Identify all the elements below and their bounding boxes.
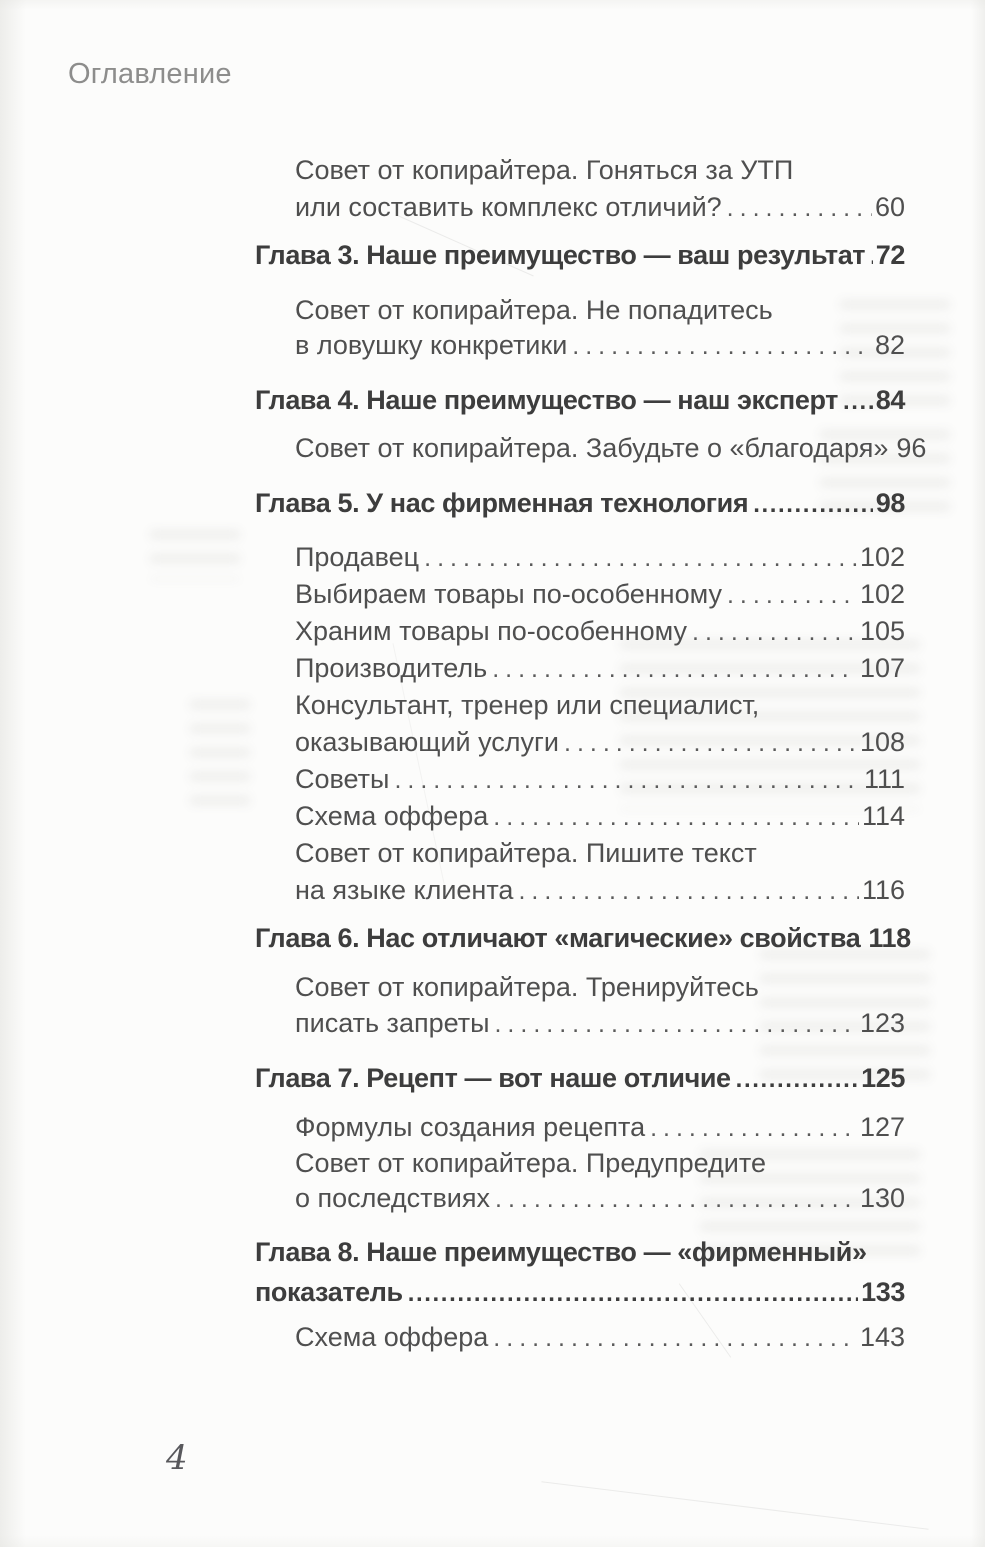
- bleed-through-artifact: [190, 700, 250, 820]
- toc-chapter-entry: [255, 1237, 905, 1268]
- toc-page-number: 60: [874, 192, 905, 222]
- toc-page-number: 102: [859, 579, 905, 609]
- toc-entry: [255, 1322, 905, 1353]
- toc-page-number: 116: [861, 875, 905, 905]
- toc-entry: [255, 653, 905, 684]
- toc-entry: [255, 838, 905, 869]
- toc-page-number: 127: [859, 1112, 905, 1142]
- toc-entry: [255, 542, 905, 573]
- toc-entry-text: Глава 6. Нас отличают «магические» свойства: [255, 923, 861, 953]
- toc-entry-text: на языке клиента: [295, 875, 514, 905]
- toc-page-number: 107: [859, 653, 905, 683]
- dot-leader: [493, 803, 859, 832]
- dot-leader: [843, 388, 873, 416]
- toc-page-number: 111: [863, 764, 905, 794]
- toc-page-number: 102: [859, 542, 905, 572]
- toc-entry-text: показатель: [255, 1277, 403, 1307]
- toc-entry-text: Глава 8. Наше преимущество — «фирменный»: [255, 1237, 867, 1267]
- toc-entry-text: Схема оффера: [295, 1322, 489, 1352]
- toc-entry: [255, 1148, 905, 1179]
- dot-leader: [650, 1114, 857, 1143]
- toc-entry: [255, 295, 905, 326]
- toc-entry-text: Схема оффера: [295, 801, 489, 831]
- toc-entry-text: Совет от копирайтера. Забудьте о «благодаря»: [295, 433, 889, 463]
- toc-entry: [255, 192, 905, 223]
- toc-page-number: 133: [861, 1277, 905, 1307]
- toc-entry-text: Выбираем товары по-особенному: [295, 579, 722, 609]
- dot-leader: [727, 581, 857, 610]
- toc-entry-text: Производитель: [295, 653, 488, 683]
- toc-entry: [255, 764, 905, 795]
- toc-entry: [255, 690, 905, 721]
- toc-entry-text: Глава 4. Наше преимущество — наш эксперт: [255, 385, 839, 415]
- toc-chapter-entry: [255, 1277, 905, 1308]
- toc-entry: [255, 1183, 905, 1214]
- toc-entry-text: Совет от копирайтера. Не попадитесь: [295, 295, 773, 325]
- toc-entry-text: Совет от копирайтера. Гоняться за УТП: [295, 155, 794, 185]
- toc-entry-text: Совет от копирайтера. Тренируйтесь: [295, 972, 759, 1002]
- toc-page-number: 96: [896, 433, 927, 463]
- dot-leader: [518, 877, 859, 906]
- dot-leader: [753, 491, 873, 519]
- crease-line: [541, 1481, 928, 1530]
- toc-chapter-entry: [255, 385, 905, 416]
- folio-page-number: 4: [166, 1438, 188, 1478]
- toc-page-number: 84: [875, 385, 905, 415]
- toc-entry: [255, 1112, 905, 1143]
- dot-leader: [736, 1066, 858, 1094]
- toc-entry: [255, 1008, 905, 1039]
- toc-page-number: 130: [859, 1183, 905, 1213]
- page-title: Оглавление: [68, 58, 232, 90]
- dot-leader: [494, 1010, 856, 1039]
- toc-entry: [255, 616, 905, 647]
- toc-entry-text: Совет от копирайтера. Пишите текст: [295, 838, 757, 868]
- toc-entry: [255, 972, 905, 1003]
- dot-leader: [870, 243, 873, 271]
- toc-entry-text: Глава 5. У нас фирменная технология: [255, 488, 749, 518]
- dot-leader: [424, 544, 857, 573]
- dot-leader: [495, 1185, 857, 1214]
- dot-leader: [493, 1324, 857, 1353]
- dot-leader: [692, 618, 857, 647]
- toc-entry: [255, 801, 905, 832]
- toc-page-number: 108: [859, 727, 905, 757]
- dot-leader: [408, 1280, 858, 1308]
- toc-entry-text: Продавец: [295, 542, 420, 572]
- toc-entry-text: в ловушку конкретики: [295, 330, 568, 360]
- toc-page-number: 143: [859, 1322, 905, 1352]
- toc-chapter-entry: [255, 923, 911, 954]
- dot-leader: [727, 194, 872, 223]
- toc-entry-text: Глава 3. Наше преимущество — ваш результат: [255, 240, 866, 270]
- toc-entry-text: писать запреты: [295, 1008, 490, 1038]
- toc-page-number: 105: [859, 616, 905, 646]
- toc-page-number: 118: [868, 923, 911, 953]
- dot-leader: [572, 332, 872, 361]
- toc-chapter-entry: [255, 240, 905, 271]
- toc-entry-text: Совет от копирайтера. Предупредите: [295, 1148, 766, 1178]
- toc-entry-text: или составить комплекс отличий?: [295, 192, 722, 222]
- toc-chapter-entry: [255, 488, 905, 519]
- toc-entry: [255, 330, 905, 361]
- toc-entry-text: оказывающий услуги: [295, 727, 559, 757]
- toc-page-number: 82: [874, 330, 905, 360]
- toc-entry: [255, 433, 927, 464]
- toc-page-number: 123: [859, 1008, 905, 1038]
- dot-leader: [492, 655, 857, 684]
- toc-entry-text: Глава 7. Рецепт — вот наше отличие: [255, 1063, 731, 1093]
- toc-page-number: 125: [861, 1063, 905, 1093]
- toc-entry: [255, 727, 905, 758]
- toc-entry-text: о последствиях: [295, 1183, 490, 1213]
- toc-entry-text: Храним товары по-особенному: [295, 616, 688, 646]
- toc-page-number: 72: [875, 240, 905, 270]
- toc-entry-text: Формулы создания рецепта: [295, 1112, 646, 1142]
- bleed-through-artifact: [150, 530, 240, 580]
- toc-entry-text: Консультант, тренер или специалист,: [295, 690, 760, 720]
- dot-leader: [394, 766, 861, 795]
- toc-page-number: 114: [861, 801, 905, 831]
- toc-entry: [255, 579, 905, 610]
- toc-entry: [255, 155, 905, 186]
- toc-entry: [255, 875, 905, 906]
- toc-page-number: 98: [875, 488, 905, 518]
- toc-chapter-entry: [255, 1063, 905, 1094]
- dot-leader: [564, 729, 857, 758]
- toc-entry-text: Советы: [295, 764, 390, 794]
